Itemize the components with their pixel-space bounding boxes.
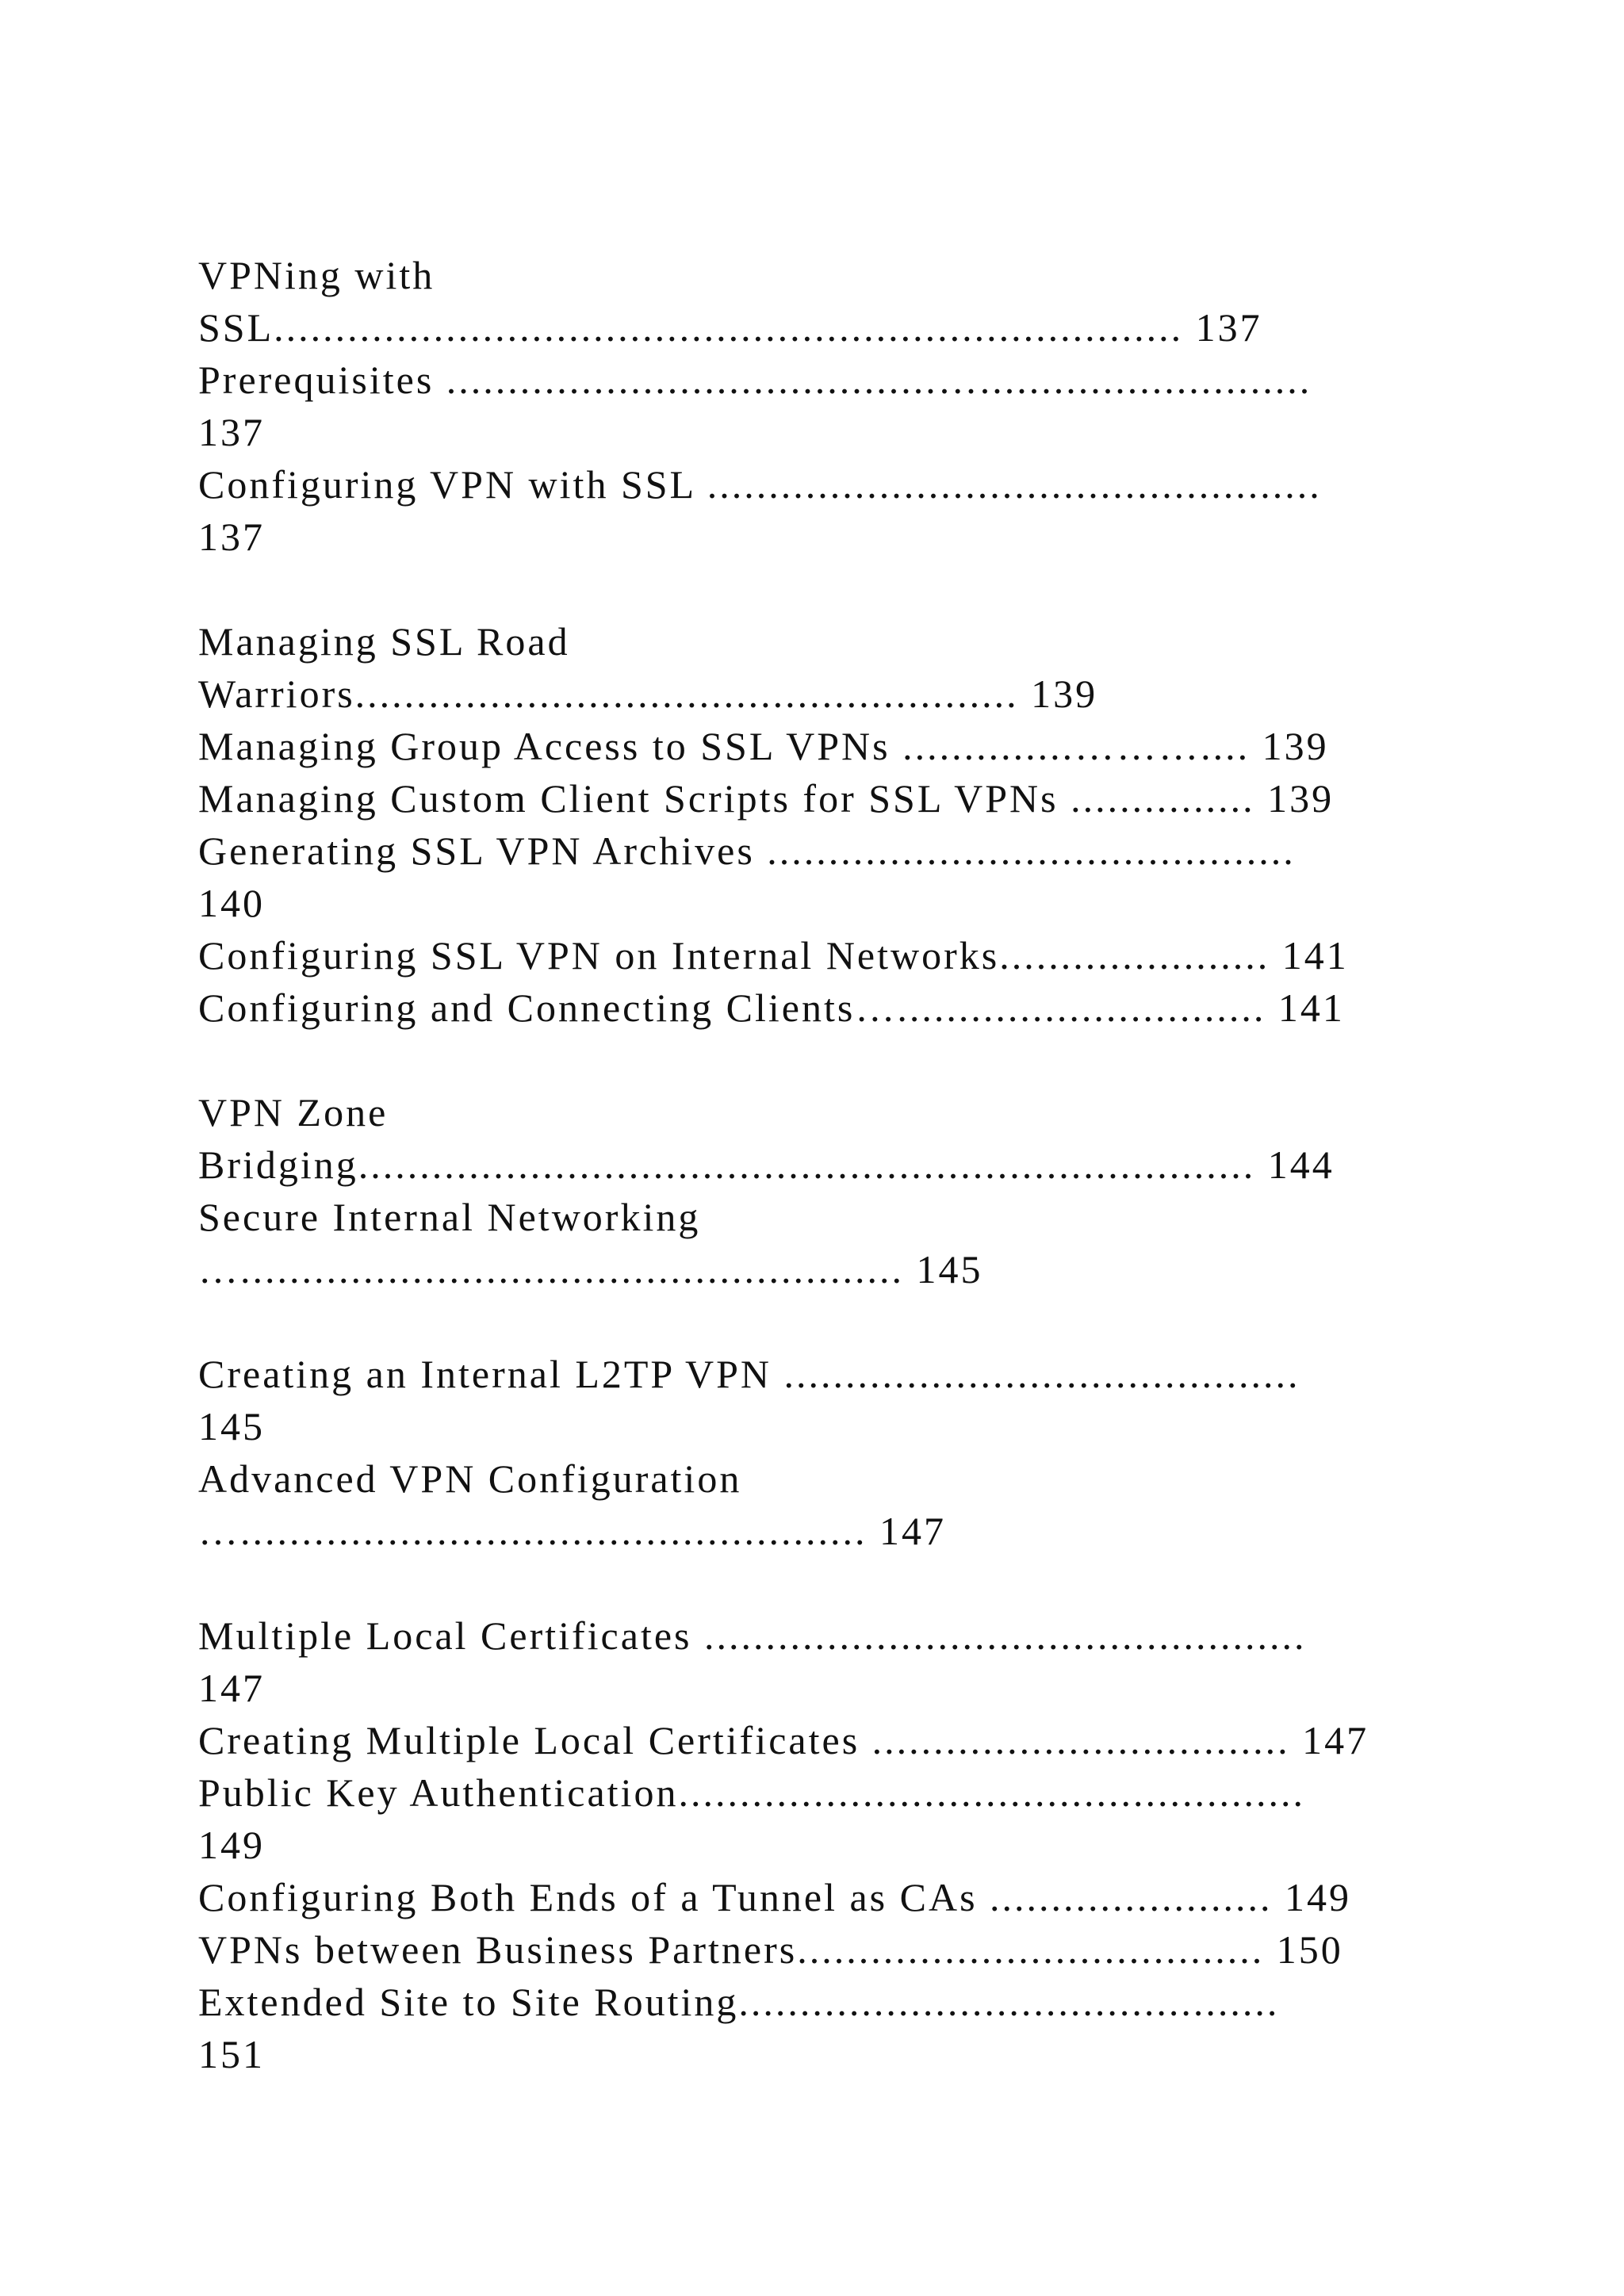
toc-line: Creating Multiple Local Certificates .................................. 147 (198, 1718, 1369, 1762)
toc-line: Advanced VPN Configuration (198, 1456, 742, 1501)
blank-line (198, 1557, 1546, 1609)
toc-line: VPNs between Business Partners...................................... 150 (198, 1927, 1343, 1972)
toc-line: Creating an Internal L2TP VPN .......................................... (198, 1352, 1300, 1396)
toc-line: 151 (198, 2032, 265, 2076)
toc-line: Managing SSL Road (198, 619, 570, 664)
toc-line: 137 (198, 410, 265, 454)
blank-line (198, 1295, 1546, 1348)
toc-line: Configuring Both Ends of a Tunnel as CAs ....................... 149 (198, 1875, 1352, 1919)
toc-line: VPN Zone (198, 1090, 389, 1135)
toc-line: Generating SSL VPN Archives ........................................... (198, 828, 1296, 873)
toc-line: 147 (198, 1666, 265, 1710)
toc-line: Multiple Local Certificates ................................................. (198, 1613, 1307, 1658)
toc-line: 140 (198, 881, 265, 925)
toc-line: Bridging......................................................................... 144 (198, 1142, 1335, 1187)
toc-line: VPNing with (198, 253, 435, 297)
toc-line: …...................................................... 145 (198, 1247, 983, 1292)
toc-line: SSL.......................................................................... 137 (198, 305, 1262, 350)
toc-line: Extended Site to Site Routing............................................ (198, 1980, 1280, 2024)
toc-line: Managing Group Access to SSL VPNs ..............……….... 139 (198, 724, 1329, 768)
toc-line: Public Key Authentication................................................... (198, 1770, 1305, 1815)
blank-line (198, 563, 1546, 615)
toc-line: Secure Internal Networking (198, 1195, 701, 1239)
toc-line: Managing Custom Client Scripts for SSL VPNs ............... 139 (198, 776, 1335, 821)
toc-line: 137 (198, 515, 265, 559)
toc-line: Configuring SSL VPN on Internal Networks...................... 141 (198, 933, 1349, 978)
table-of-contents (198, 249, 1546, 2080)
toc-line: Prerequisites ........................................…........................... (198, 358, 1312, 402)
toc-line: Warriors...................................................... 139 (198, 672, 1098, 716)
toc-line: Configuring and Connecting Clients….............................. 141 (198, 985, 1345, 1030)
toc-line: Configuring VPN with SSL .................................................. (198, 462, 1322, 507)
toc-line: 149 (198, 1823, 265, 1867)
toc-line: …................................................... 147 (198, 1509, 946, 1553)
toc-line: 145 (198, 1404, 265, 1448)
blank-line (198, 1034, 1546, 1086)
